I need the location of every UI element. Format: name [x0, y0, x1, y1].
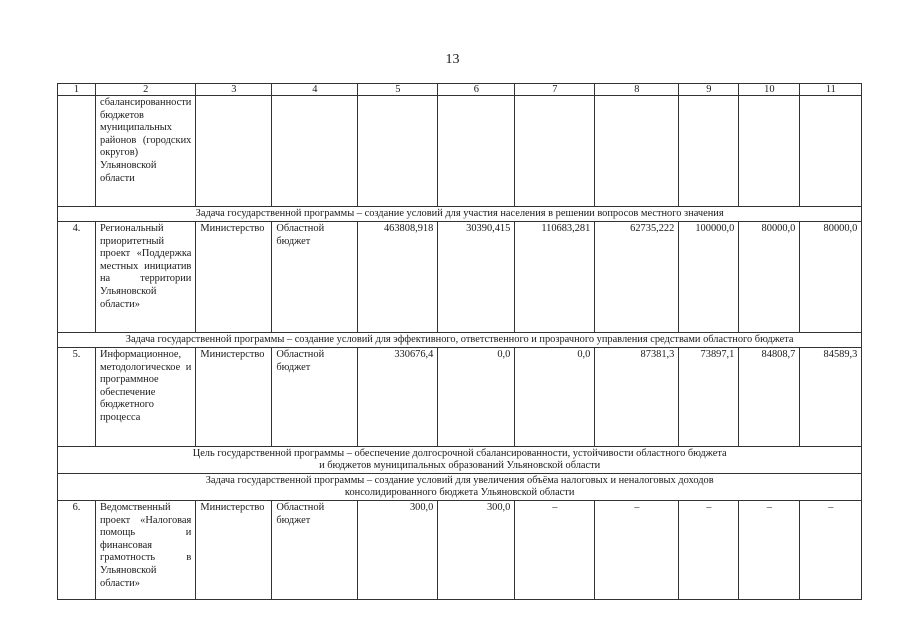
value-cell: 0,0 — [438, 348, 515, 447]
value-cell: 463808,918 — [358, 222, 438, 333]
value-cell: 73897,1 — [679, 348, 739, 447]
column-header-3: 3 — [196, 84, 272, 96]
column-header-6: 6 — [438, 84, 515, 96]
row-num-cell: 5. — [58, 348, 96, 447]
source-cell: Областной бюджет — [272, 501, 358, 600]
table-row — [58, 348, 862, 447]
value-cell — [438, 96, 515, 207]
value-cell: – — [515, 501, 595, 600]
column-header-2: 2 — [96, 84, 196, 96]
value-cell — [739, 96, 800, 207]
column-header-9: 9 — [679, 84, 739, 96]
row-num-cell: 6. — [58, 501, 96, 600]
source-cell — [272, 96, 358, 207]
column-header-10: 10 — [739, 84, 800, 96]
column-header-11: 11 — [800, 84, 862, 96]
column-header-7: 7 — [515, 84, 595, 96]
table-row — [58, 501, 862, 600]
section-heading-line: и бюджетов муниципальных образований Ульяновской области — [319, 460, 601, 471]
section-row-budget-management — [58, 333, 862, 348]
section-heading-line: консолидированного бюджета Ульяновской области — [344, 487, 575, 498]
value-cell: – — [679, 501, 739, 600]
value-cell: 110683,281 — [515, 222, 595, 333]
value-cell: 0,0 — [515, 348, 595, 447]
row-name-cell: Региональный приоритетный проект «Поддержка местных инициатив на территории Ульяновской области» — [96, 222, 196, 333]
section-heading — [58, 447, 862, 474]
row-name-cell: Информационное, методологическое и программное обеспечение бюджетного процесса — [96, 348, 196, 447]
executor-cell: Министерство — [196, 501, 272, 600]
value-cell: 84589,3 — [800, 348, 862, 447]
table-row — [58, 222, 862, 333]
section-heading: Задача государственной программы – создание условий для участия населения в решении вопросов местного значения — [58, 207, 862, 222]
section-heading-line: Цель государственной программы – обеспечение долгосрочной сбалансированности, устойчивости областного бюджета — [192, 448, 727, 459]
value-cell — [679, 96, 739, 207]
value-cell — [515, 96, 595, 207]
column-header-8: 8 — [595, 84, 679, 96]
executor-cell — [196, 96, 272, 207]
table-row-continued — [58, 96, 862, 207]
executor-cell: Министерство — [196, 222, 272, 333]
value-cell — [800, 96, 862, 207]
value-cell: 80000,0 — [739, 222, 800, 333]
value-cell: 300,0 — [358, 501, 438, 600]
value-cell: 100000,0 — [679, 222, 739, 333]
section-heading: Задача государственной программы – создание условий для эффективного, ответственного и прозрачного управления средствами областного бюджета — [58, 333, 862, 348]
section-row-goal-balance — [58, 447, 862, 474]
row-num-cell — [58, 96, 96, 207]
column-header-5: 5 — [358, 84, 438, 96]
value-cell: 300,0 — [438, 501, 515, 600]
section-heading — [58, 474, 862, 501]
column-header-4: 4 — [272, 84, 358, 96]
value-cell: 87381,3 — [595, 348, 679, 447]
value-cell: – — [800, 501, 862, 600]
column-header-1: 1 — [58, 84, 96, 96]
value-cell: 330676,4 — [358, 348, 438, 447]
value-cell — [358, 96, 438, 207]
row-name-cell: сбалансированности бюджетов муниципальных районов (городских округов) Ульяновской области — [96, 96, 196, 207]
value-cell: 30390,415 — [438, 222, 515, 333]
budget-table — [57, 83, 862, 600]
executor-cell: Министерство — [196, 348, 272, 447]
section-heading-line: Задача государственной программы – создание условий для увеличения объёма налоговых и неналоговых доходов — [205, 475, 714, 486]
source-cell: Областной бюджет — [272, 348, 358, 447]
value-cell: – — [595, 501, 679, 600]
row-num-cell: 4. — [58, 222, 96, 333]
section-row-tax-revenue — [58, 474, 862, 501]
value-cell: 84808,7 — [739, 348, 800, 447]
value-cell: 80000,0 — [800, 222, 862, 333]
value-cell: – — [739, 501, 800, 600]
page-number: 13 — [445, 52, 460, 67]
source-cell: Областной бюджет — [272, 222, 358, 333]
row-name-cell: Ведомственный проект «Налоговая помощь и финансовая грамотность в Ульяновской области» — [96, 501, 196, 600]
column-header-row — [58, 84, 862, 96]
value-cell — [595, 96, 679, 207]
section-row-local-issues — [58, 207, 862, 222]
value-cell: 62735,222 — [595, 222, 679, 333]
